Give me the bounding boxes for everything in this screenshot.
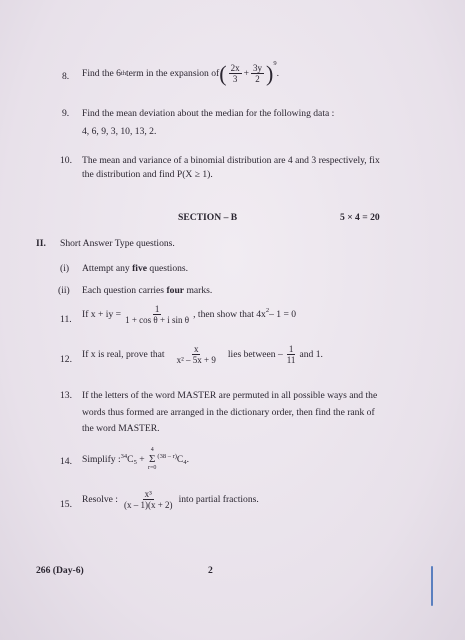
question-8-text: Find the 6 th term in the expansion of ( $\frac{2x}{3}$ + $\frac{3y}{2}$ ) $^9$ . (82, 59, 279, 86)
question-15-text: Resolve : $\frac{\text{x³}}{(x - 1)(x + 2)}$ into partial fractions. (82, 489, 259, 510)
question-11-number: 11. (60, 314, 72, 325)
fraction-x-cubed-over-factors: $\frac{\text{x³}}{(x - 1)(x + 2)}$ (123, 489, 173, 510)
fraction-1-over-11: $\frac{1}{11}$ (286, 344, 296, 365)
part-heading: Short Answer Type questions. (60, 238, 175, 249)
question-13-line-2: words thus formed are arranged in the dictionary order, then find the rank of (82, 407, 375, 418)
section-title: SECTION – B (178, 212, 238, 223)
question-10-line-2: the distribution and find P(X ≥ 1). (82, 169, 213, 180)
question-15-number: 15. (60, 499, 72, 510)
fraction-2x-over-3: $\frac{2x}{3}$ (230, 63, 240, 84)
instruction-i-text: Attempt any five questions. (82, 263, 189, 274)
fraction-1-over-1-plus-cos: $\frac{1}{\text{1 + cos θ + i sin θ}}$ (125, 304, 190, 325)
instruction-ii-text: Each question carries four marks. (82, 285, 213, 296)
fraction-x-over-quadratic: $\frac{x}{\text{x² – 5x + 9}}$ (176, 344, 216, 365)
question-8-number: 8. (62, 71, 70, 82)
ink-mark (431, 566, 433, 606)
question-10-number: 10. (60, 155, 72, 166)
question-13-line-1: If the letters of the word MASTER are permuted in all possible ways and the (82, 390, 378, 401)
part-roman-numeral: II. (36, 238, 46, 249)
question-14-number: 14. (60, 456, 72, 467)
question-9-line-2: 4, 6, 9, 3, 10, 13, 2. (82, 126, 157, 137)
section-marks: 5 × 4 = 20 (340, 212, 380, 223)
question-9-line-1: Find the mean deviation about the median for the following data : (82, 108, 335, 119)
question-9-number: 9. (62, 108, 70, 119)
summation-symbol: 4 Σ r=0 (148, 447, 157, 471)
question-14-text: Simplify : $^{34}$ C $_5$ + 4 Σ r=0 $^{(38 - r)}$ C $_4$ . (82, 447, 189, 471)
question-10-line-1: The mean and variance of a binomial distribution are 4 and 3 respectively, fix (82, 155, 380, 166)
question-11-text: If x + iy = $\frac{1}{\text{1 + cos θ + i sin θ}}$ , then show that 4x $^2$ – 1 = 0 (82, 304, 297, 325)
question-13-line-3: the word MASTER. (82, 423, 160, 434)
paper-code: 266 (Day-6) (36, 565, 84, 576)
page-number: 2 (208, 565, 213, 576)
instruction-ii-label: (ii) (58, 285, 70, 296)
question-12-text: If x is real, prove that $\frac{x}{\text{x² – 5x + 9}}$ lies between – $\frac{1}{11}$ and 1. (82, 344, 323, 365)
question-12-number: 12. (60, 354, 72, 365)
instruction-i-label: (i) (60, 263, 70, 274)
fraction-3y-over-2: $\frac{3y}{2}$ (252, 63, 262, 84)
question-13-number: 13. (60, 390, 72, 401)
